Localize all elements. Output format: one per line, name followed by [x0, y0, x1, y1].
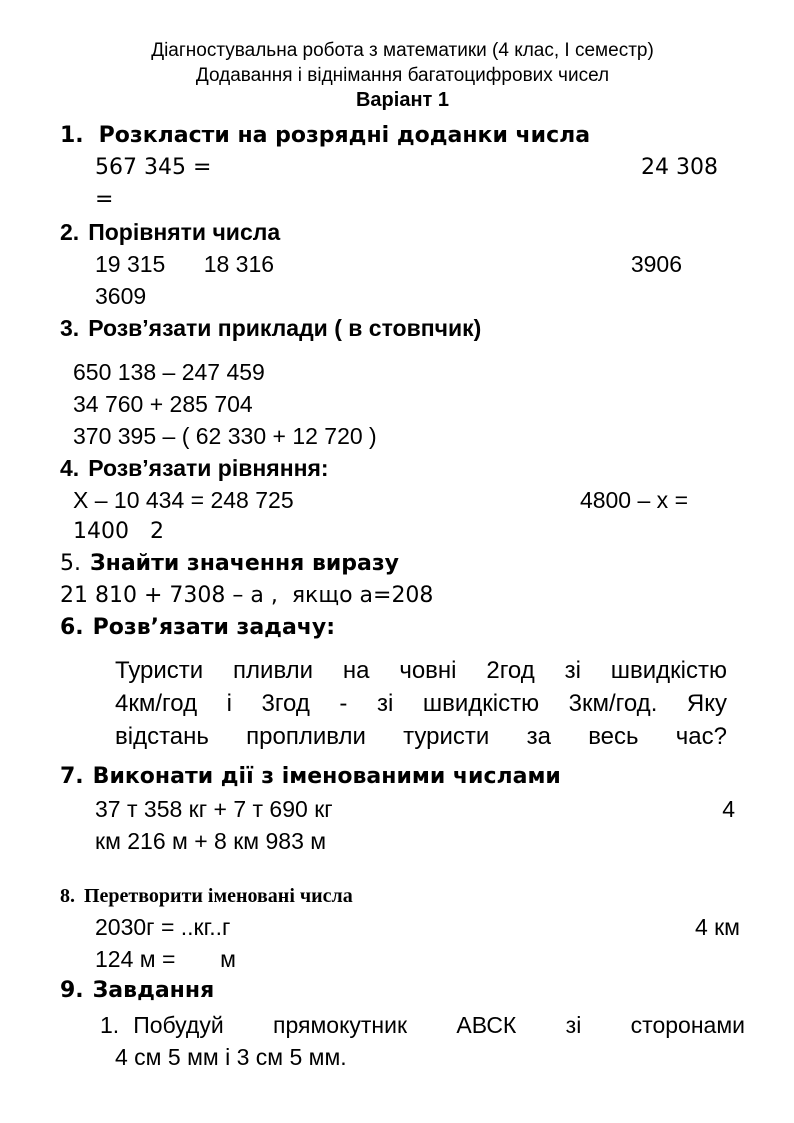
s7-task-line2: км 216 м + 8 км 983 м — [95, 828, 327, 854]
document-header — [60, 38, 745, 112]
section-1-title: Розкласти на розрядні доданки числа — [98, 123, 591, 148]
s1-expression-left: 567 345 = — [95, 155, 212, 180]
section-5-title: Знайти значення виразу — [90, 551, 400, 576]
s7-task-line — [95, 793, 745, 825]
s6-problem-line3: відстань пропливли туристи за весь час? — [115, 723, 727, 750]
s4-equation-line2: 1400 2 — [73, 519, 164, 544]
section-3-title: Розв’язати приклади ( в стовпчик) — [88, 315, 482, 341]
section-3-heading — [60, 312, 745, 344]
doc-title-line2: Додавання і віднімання багатоцифрових чисел — [195, 65, 610, 86]
variant-title: Варіант 1 — [355, 89, 450, 111]
s6-word-problem — [60, 654, 745, 753]
s4-equation-left: Х – 10 434 = 248 725 — [73, 487, 294, 513]
s3-example-1: 650 138 – 247 459 — [73, 359, 265, 385]
s9-item-text-line1: Побудуй прямокутник АВСК зі сторонами — [133, 1012, 745, 1038]
s4-equation-line — [73, 484, 745, 516]
section-5-number: 5. — [60, 551, 81, 576]
s8-conversion-left: 2030г = ..кг..г — [95, 914, 231, 940]
section-6-title: Розв’язати задачу: — [92, 615, 336, 640]
section-4-heading — [60, 452, 745, 484]
section-6 — [60, 612, 745, 753]
section-5 — [60, 548, 745, 612]
section-9-number: 9. — [60, 978, 84, 1003]
section-1-number: 1. — [60, 123, 84, 148]
section-2-number: 2. — [60, 219, 80, 245]
section-1 — [60, 120, 745, 216]
section-7 — [60, 761, 745, 857]
s8-task-line — [95, 911, 745, 943]
s7-number-right: 4 — [722, 796, 735, 822]
s9-item-number: 1. — [100, 1012, 120, 1038]
section-7-number: 7. — [60, 764, 84, 789]
section-5-heading — [60, 548, 745, 580]
s9-item-1 — [100, 1009, 745, 1041]
section-2 — [60, 216, 745, 312]
section-1-heading — [60, 120, 745, 152]
s4-equation-right: 4800 – х = — [579, 487, 688, 513]
section-4-title: Розв’язати рівняння: — [88, 455, 329, 481]
section-4-number: 4. — [60, 455, 80, 481]
s2-number-line2: 3609 — [95, 283, 147, 309]
s6-problem-line1: Туристи пливли на човні 2год зі швидкістю — [115, 657, 727, 684]
s2-numbers-left: 19 315 18 316 — [95, 251, 275, 277]
s6-problem-line2: 4км/год і 3год - зі швидкістю 3км/год. Яку — [115, 690, 727, 717]
s3-example-2: 34 760 + 285 704 — [73, 391, 253, 417]
s7-expression-left: 37 т 358 кг + 7 т 690 кг — [95, 796, 333, 822]
section-6-heading — [60, 612, 745, 644]
section-8-number: 8. — [60, 885, 75, 907]
s8-value-right: 4 км — [694, 914, 740, 940]
doc-title-line1: Діагностувальна робота з математики (4 клас, І семестр) — [151, 40, 654, 61]
s2-number-right: 3906 — [630, 251, 682, 277]
s3-example-3: 370 395 – ( 62 330 + 12 720 ) — [73, 423, 377, 449]
section-8-heading — [60, 881, 745, 911]
section-9 — [60, 975, 745, 1073]
section-6-number: 6. — [60, 615, 84, 640]
section-7-title: Виконати дії з іменованими числами — [92, 764, 561, 789]
s8-task-line2: 124 м = м — [95, 946, 236, 972]
s1-equals-line: = — [95, 187, 114, 212]
section-9-heading — [60, 975, 745, 1007]
s1-task-line — [95, 152, 745, 184]
s3-examples — [60, 356, 745, 452]
section-4 — [60, 452, 745, 548]
section-7-heading — [60, 761, 745, 793]
section-2-title: Порівняти числа — [88, 219, 281, 245]
section-3 — [60, 312, 745, 452]
s2-compare-line — [95, 248, 745, 280]
section-3-number: 3. — [60, 315, 80, 341]
section-9-title: Завдання — [92, 978, 215, 1003]
s9-item-text-line2: 4 см 5 мм і 3 см 5 мм. — [115, 1044, 347, 1070]
s5-expression: 21 810 + 7308 – а , якщо а=208 — [60, 583, 434, 608]
section-8-title: Перетворити іменовані числа — [84, 885, 353, 907]
section-8 — [60, 881, 745, 975]
section-2-heading — [60, 216, 745, 248]
s1-number-right: 24 308 — [641, 155, 718, 180]
